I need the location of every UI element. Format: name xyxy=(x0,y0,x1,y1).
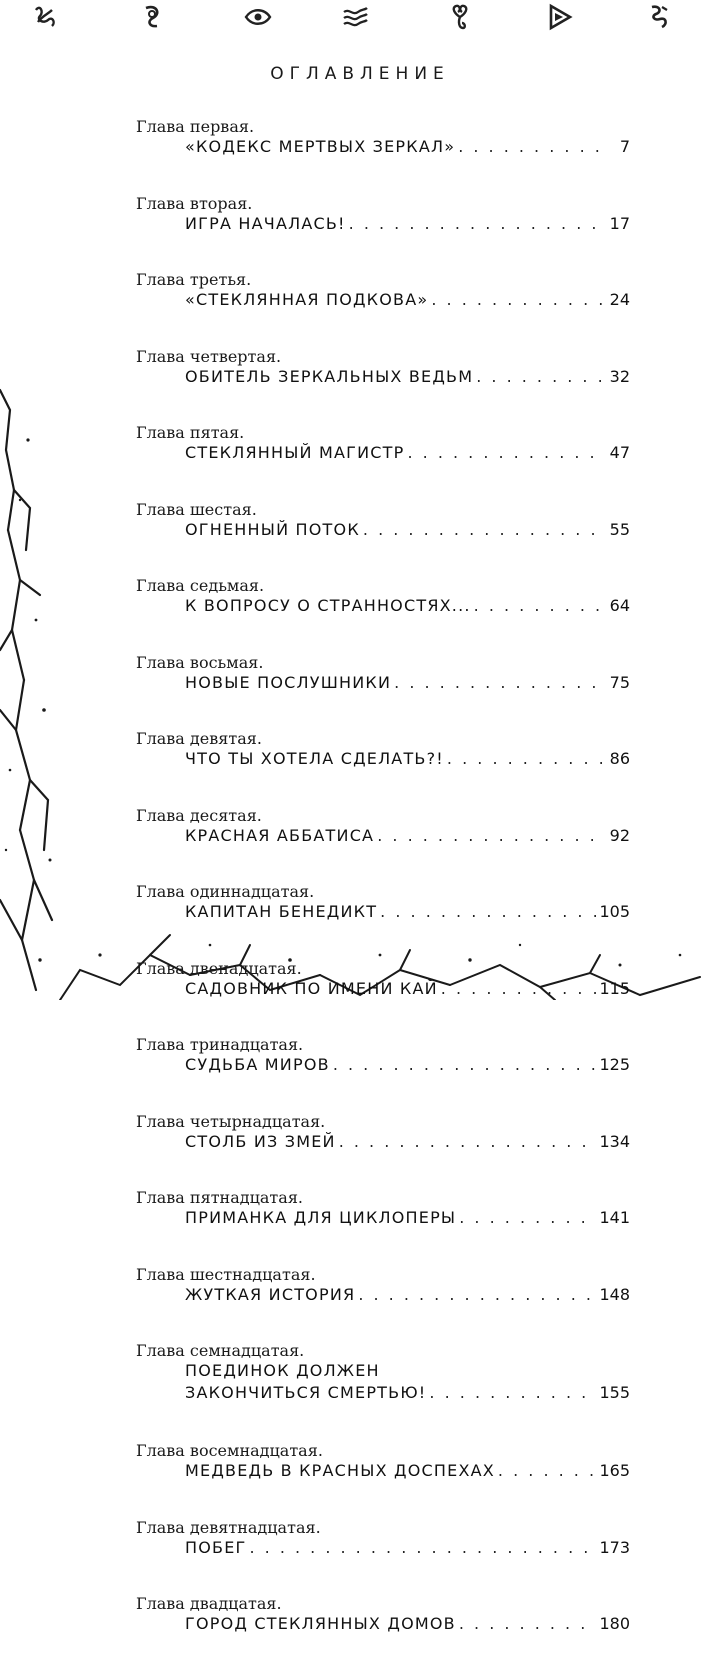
dot-leader xyxy=(431,290,605,310)
dot-leader xyxy=(249,1538,596,1558)
chapter-label: Глава девятая. xyxy=(136,729,262,748)
chapter-title-line xyxy=(185,1461,630,1481)
chapter-label: Глава двенадцатая. xyxy=(136,958,302,978)
dot-leader xyxy=(394,673,605,693)
dot-leader xyxy=(339,1132,597,1152)
chapter-title-line xyxy=(185,902,630,922)
chapter-label: Глава пятнадцатая. xyxy=(136,1188,303,1207)
page-number: 86 xyxy=(609,749,630,768)
toc-entry xyxy=(0,1036,720,1113)
chapter-title: ГОРОД СТЕКЛЯННЫХ ДОМОВ xyxy=(185,1614,456,1633)
page-number: 7 xyxy=(619,137,630,156)
dot-leader xyxy=(363,520,605,540)
dot-leader xyxy=(429,1383,596,1403)
chapter-title: СУДЬБА МИРОВ xyxy=(185,1055,330,1074)
page-number: 17 xyxy=(609,213,630,233)
chapter-title-line xyxy=(185,596,630,616)
chapter-label: Глава восьмая. xyxy=(136,652,264,672)
chapter-title-line xyxy=(185,1208,630,1228)
chapter-title-line xyxy=(185,1285,630,1305)
chapter-title-line xyxy=(185,673,630,693)
page-number: 125 xyxy=(599,1055,630,1074)
chapter-title-line xyxy=(185,214,630,234)
dot-leader xyxy=(459,1208,596,1228)
serpent-knot-icon xyxy=(644,2,674,32)
chapter-title: САДОВНИК ПО ИМЕНИ КАЙ xyxy=(185,978,438,998)
toc-entry xyxy=(0,883,720,960)
toc-entry xyxy=(0,118,720,195)
chapter-title-line xyxy=(185,826,630,846)
page-number: 165 xyxy=(599,1461,630,1480)
toc-entry xyxy=(0,348,720,425)
dot-leader xyxy=(377,826,605,846)
table-of-contents xyxy=(0,118,720,1672)
toc-entry xyxy=(0,730,720,807)
chapter-label: Глава четырнадцатая. xyxy=(136,1111,326,1131)
chapter-label: Глава вторая. xyxy=(136,193,253,213)
ornament-row xyxy=(0,0,720,40)
page-number: 32 xyxy=(609,366,630,386)
chapter-label: Глава семнадцатая. xyxy=(136,1341,305,1360)
dot-leader xyxy=(407,443,605,463)
chapter-title-line xyxy=(185,1383,630,1403)
chapter-label: Глава первая. xyxy=(136,117,255,136)
chapter-title-line xyxy=(185,137,630,157)
dot-leader xyxy=(474,596,605,616)
page-number: 75 xyxy=(609,672,630,692)
chapter-title-line1: ПОЕДИНОК ДОЛЖЕН xyxy=(185,1361,380,1380)
chapter-title-line xyxy=(185,749,630,769)
chapter-label: Глава шестнадцатая. xyxy=(136,1264,316,1284)
triskele-icon xyxy=(445,2,475,32)
chapter-title-line xyxy=(185,520,630,540)
chapter-title-line xyxy=(185,443,630,463)
chapter-label: Глава седьмая. xyxy=(136,576,265,595)
dot-leader xyxy=(380,902,596,922)
dot-leader xyxy=(349,214,605,234)
dot-leader xyxy=(358,1285,596,1305)
toc-entry xyxy=(0,1342,720,1442)
chapter-title: ПОБЕГ xyxy=(185,1537,247,1557)
chapter-title-line xyxy=(185,1055,630,1075)
page-number: 47 xyxy=(609,443,630,462)
chapter-title: КАПИТАН БЕНЕДИКТ xyxy=(185,902,378,921)
toc-entry xyxy=(0,654,720,731)
toc-entry xyxy=(0,1442,720,1519)
page-number: 173 xyxy=(599,1537,630,1557)
toc-entry xyxy=(0,577,720,654)
spiral-knot-icon xyxy=(137,2,167,32)
chapter-title: НОВЫЕ ПОСЛУШНИКИ xyxy=(185,672,392,692)
toc-entry xyxy=(0,1266,720,1343)
chapter-label: Глава восемнадцатая. xyxy=(136,1441,323,1460)
chapter-title: «КОДЕКС МЕРТВЫХ ЗЕРКАЛ» xyxy=(185,137,456,156)
chapter-title: «СТЕКЛЯННАЯ ПОДКОВА» xyxy=(185,290,429,309)
toc-entry xyxy=(0,271,720,348)
chapter-label: Глава пятая. xyxy=(136,423,245,442)
chapter-title-line xyxy=(185,367,630,387)
dot-leader xyxy=(498,1461,597,1481)
dot-leader xyxy=(476,367,605,387)
dot-leader xyxy=(447,749,605,769)
page-number: 55 xyxy=(609,519,630,539)
page-number: 134 xyxy=(599,1131,630,1151)
triangle-rune-icon xyxy=(545,2,575,32)
page-title: ОГЛАВЛЕНИЕ xyxy=(270,64,450,84)
dot-leader xyxy=(459,1614,597,1634)
page-number: 105 xyxy=(599,902,630,921)
chapter-label: Глава одиннадцатая. xyxy=(136,882,315,901)
chapter-title: СТЕКЛЯННЫЙ МАГИСТР xyxy=(185,443,405,462)
chapter-title: КРАСНАЯ АББАТИСА xyxy=(185,825,375,845)
toc-entry xyxy=(0,1519,720,1596)
chapter-title-line xyxy=(185,1614,630,1634)
page-number: 180 xyxy=(599,1614,630,1633)
chapter-label: Глава десятая. xyxy=(136,805,262,825)
celtic-knot-icon xyxy=(30,2,60,32)
chapter-title: ОБИТЕЛЬ ЗЕРКАЛЬНЫХ ВЕДЬМ xyxy=(185,366,474,386)
dot-leader xyxy=(333,1055,597,1075)
chapter-label: Глава девятнадцатая. xyxy=(136,1517,321,1537)
chapter-title: ИГРА НАЧАЛАСЬ! xyxy=(185,213,346,233)
chapter-title: ЖУТКАЯ ИСТОРИЯ xyxy=(185,1284,356,1304)
toc-entry xyxy=(0,1113,720,1190)
chapter-title: ОГНЕННЫЙ ПОТОК xyxy=(185,519,360,539)
chapter-title: ПРИМАНКА ДЛЯ ЦИКЛОПЕРЫ xyxy=(185,1208,457,1227)
chapter-title-line xyxy=(185,979,630,999)
page-number: 148 xyxy=(599,1284,630,1304)
chapter-title: МЕДВЕДЬ В КРАСНЫХ ДОСПЕХАХ xyxy=(185,1461,495,1480)
toc-entry xyxy=(0,1189,720,1266)
page-number: 24 xyxy=(609,290,630,309)
chapter-label: Глава тринадцатая. xyxy=(136,1035,304,1054)
eye-icon xyxy=(243,2,273,32)
chapter-label: Глава третья. xyxy=(136,270,252,289)
chapter-title-line xyxy=(185,1132,630,1152)
toc-entry xyxy=(0,424,720,501)
chapter-title: К ВОПРОСУ О СТРАННОСТЯХ... xyxy=(185,596,471,615)
chapter-label: Глава шестая. xyxy=(136,499,257,519)
chapter-title: ЗАКОНЧИТЬСЯ СМЕРТЬЮ! xyxy=(185,1383,427,1402)
page-number: 141 xyxy=(599,1208,630,1227)
wave-lines-icon xyxy=(340,2,370,32)
dot-leader xyxy=(441,979,597,999)
chapter-label: Глава двадцатая. xyxy=(136,1594,282,1613)
toc-entry xyxy=(0,1595,720,1672)
chapter-label: Глава четвертая. xyxy=(136,346,282,366)
page-number: 92 xyxy=(609,825,630,845)
toc-entry xyxy=(0,501,720,578)
toc-entry xyxy=(0,195,720,272)
chapter-title: ЧТО ТЫ ХОТЕЛА СДЕЛАТЬ?! xyxy=(185,749,444,768)
toc-entry xyxy=(0,807,720,884)
page-number: 64 xyxy=(609,596,630,615)
dot-leader xyxy=(458,137,605,157)
toc-entry xyxy=(0,960,720,1037)
chapter-title: СТОЛБ ИЗ ЗМЕЙ xyxy=(185,1131,336,1151)
page-number: 155 xyxy=(599,1383,630,1402)
chapter-title-line xyxy=(185,1538,630,1558)
chapter-title-line xyxy=(185,290,630,310)
page-number: 115 xyxy=(599,978,630,998)
